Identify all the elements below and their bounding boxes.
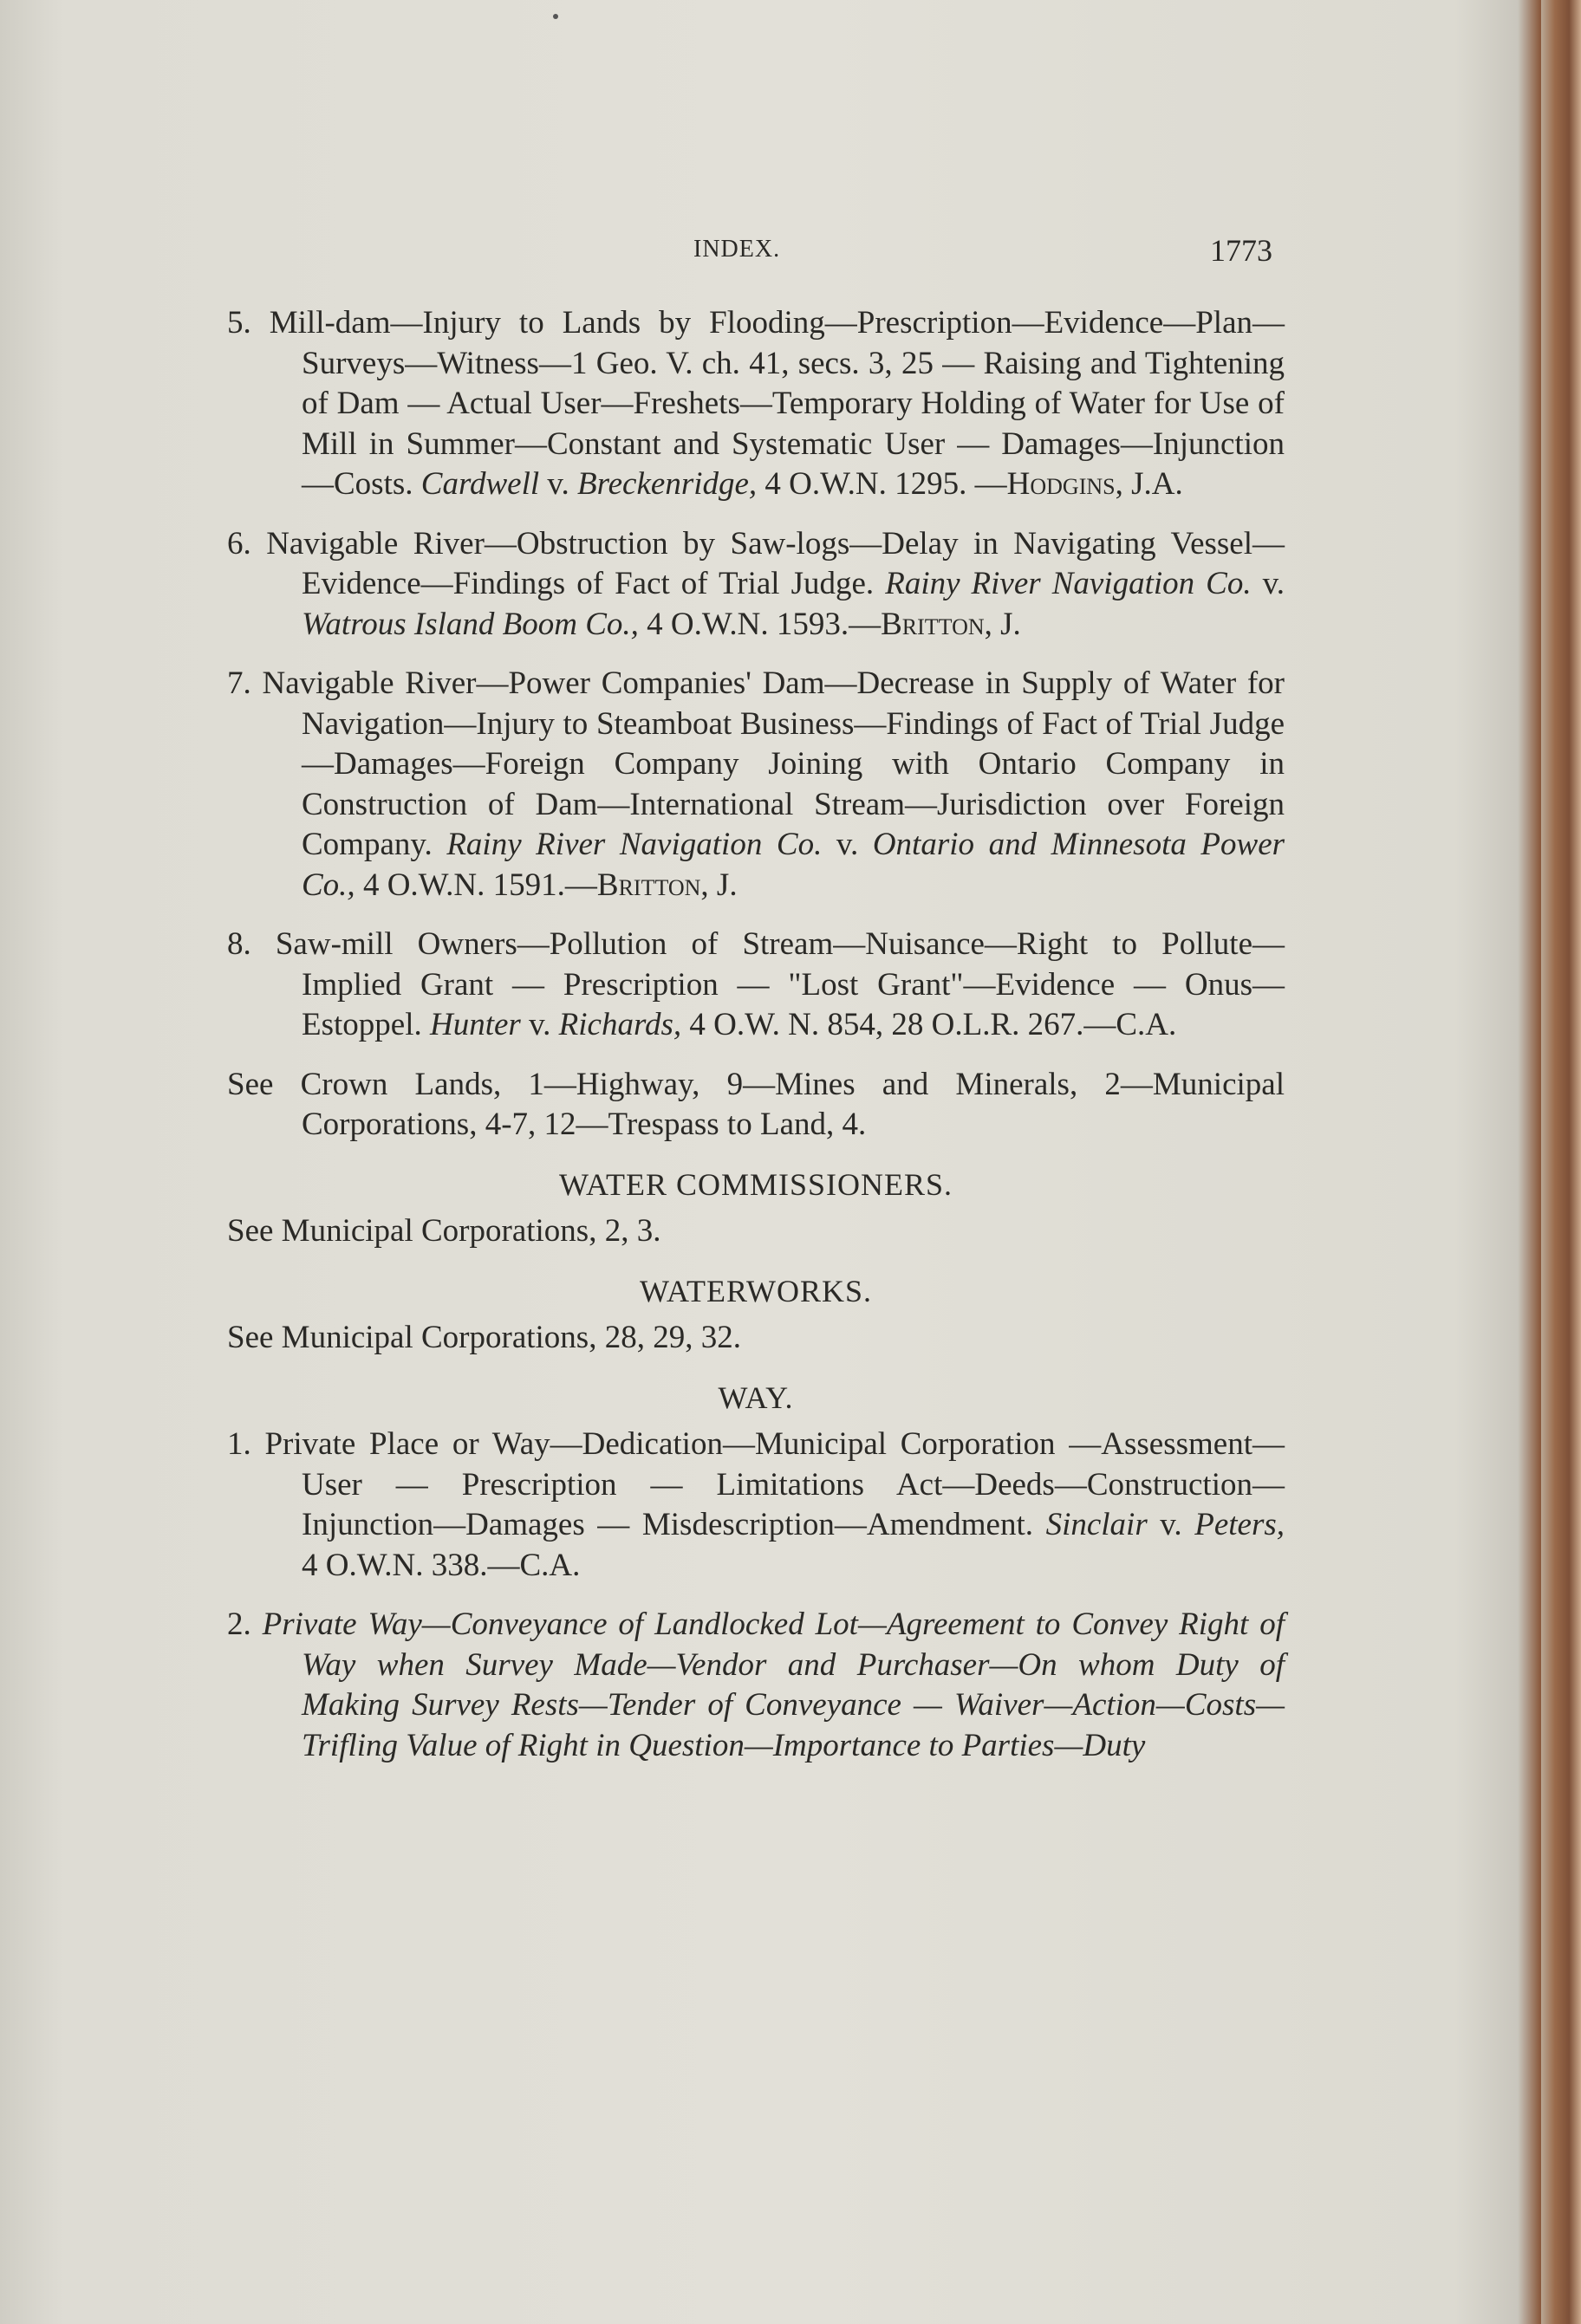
- entry-number: 5.: [227, 305, 251, 341]
- index-content: [227, 303, 1285, 1785]
- entry-number: 1.: [227, 1426, 251, 1462]
- case-versus: v.: [1251, 566, 1285, 601]
- see-also-water-commissioners: See Municipal Corporations, 2, 3.: [227, 1213, 661, 1249]
- case-versus: v.: [520, 1007, 559, 1042]
- case-party: Watrous Island Boom Co.,: [302, 606, 639, 642]
- running-title: INDEX.: [693, 236, 781, 263]
- page-header: [225, 232, 1272, 267]
- entry-text: Private Way—Conveyance of Landlocked Lot—Agreement to Convey Right of Way when Survey Made—Vendor and Purchaser—On whom Duty of Making Survey Rests—Tender of Conveyance — Waiver—Action—Costs—Trifling Value of Right in Question—Importance to Parties—Duty: [262, 1607, 1285, 1763]
- case-party: Hunter: [429, 1007, 521, 1042]
- case-citation: 4 O.W.N. 1591.: [355, 867, 565, 903]
- judge-name: —C.A.: [1083, 1007, 1177, 1042]
- heading-water-commissioners: WATER COMMISSIONERS.: [558, 1166, 953, 1202]
- case-party: Breckenridge,: [577, 466, 758, 502]
- case-versus: v.: [539, 466, 577, 502]
- case-party: Rainy River Navigation Co.: [885, 566, 1252, 601]
- entry-text: Navigable River—Power Companies' Dam—Decrease in Supply of Water for Navigation—Injury to Steamboat Business—Findings of Fact of Trial Judge—Damages—Foreign Company Joining with Ontario Company in Construction of Dam—International Stream—Jurisdiction over Foreign Company.: [262, 665, 1285, 862]
- case-citation: 4 O.W.N. 1295.: [757, 466, 967, 502]
- case-party: Peters,: [1194, 1507, 1285, 1542]
- case-citation: 4 O.W.N. 338.: [302, 1547, 488, 1583]
- see-also-waterworks: See Municipal Corporations, 28, 29, 32.: [227, 1320, 741, 1355]
- judge-name: —Britton, J.: [849, 606, 1021, 642]
- case-citation: 4 O.W.N. 1593.: [638, 606, 849, 642]
- judge-name: —Britton, J.: [564, 867, 738, 903]
- entry-text: Mill-dam—Injury to Lands by Flooding—Prescription—Evidence—Plan—Surveys—Witness—1 Geo. V. ch. 41, secs. 3, 25 — Raising and Tightening of Dam — Actual User—Freshets—Temporary Holding of Water for Use of Mill in Summer—Constant and Systematic User — Damages—Injunction—Costs.: [269, 305, 1285, 502]
- case-citation: 4 O.W. N. 854, 28 O.L.R. 267.: [681, 1007, 1084, 1042]
- judge-name: —Hodgins, J.A.: [974, 466, 1183, 502]
- page-number: 1773: [1210, 233, 1272, 268]
- index-entry-6: [227, 524, 1285, 646]
- entry-text: Navigable River—Obstruction by Saw-logs—Delay in Navigating Vessel—Evidence—Findings of Fact of Trial Judge.: [266, 525, 1285, 601]
- case-party: Richards,: [558, 1007, 682, 1042]
- index-entry-8: [227, 925, 1285, 1046]
- heading-way: WAY.: [718, 1379, 794, 1415]
- see-also-water: See Crown Lands, 1—Highway, 9—Mines and Minerals, 2—Municipal Corporations, 4-7, 12—Trespass to Land, 4.: [227, 1066, 1285, 1142]
- case-party: Sinclair: [1045, 1507, 1148, 1542]
- judge-name: —C.A.: [487, 1547, 581, 1583]
- case-versus: v.: [1147, 1507, 1195, 1542]
- page-edge: [1541, 0, 1581, 2324]
- heading-waterworks: WATERWORKS.: [639, 1273, 872, 1308]
- index-entry-7: [227, 664, 1285, 906]
- case-versus: v.: [822, 827, 873, 862]
- entry-text: Private Place or Way—Dedication—Municipal Corporation —Assessment—User — Prescription — Limitations Act—Deeds—Construction—Injunction—Damages — Misdescription—Amendment.: [264, 1426, 1285, 1542]
- entry-number: 2.: [227, 1607, 251, 1642]
- entry-number: 6.: [227, 525, 251, 562]
- index-entry-5: [227, 303, 1285, 505]
- entry-text: Saw-mill Owners—Pollution of Stream—Nuisance—Right to Pollute—Implied Grant — Prescription — "Lost Grant"—Evidence — Onus—Estoppel.: [275, 926, 1285, 1042]
- case-party: Cardwell: [420, 466, 540, 502]
- case-party: Rainy River Navigation Co.: [446, 827, 823, 862]
- entry-number: 8.: [227, 926, 251, 962]
- way-entry-1: [227, 1425, 1285, 1586]
- case-party: Ontario and Minnesota Power Co.,: [302, 827, 1285, 903]
- entry-number: 7.: [227, 665, 251, 701]
- way-entry-2: [227, 1605, 1285, 1766]
- ink-speck: [553, 14, 558, 19]
